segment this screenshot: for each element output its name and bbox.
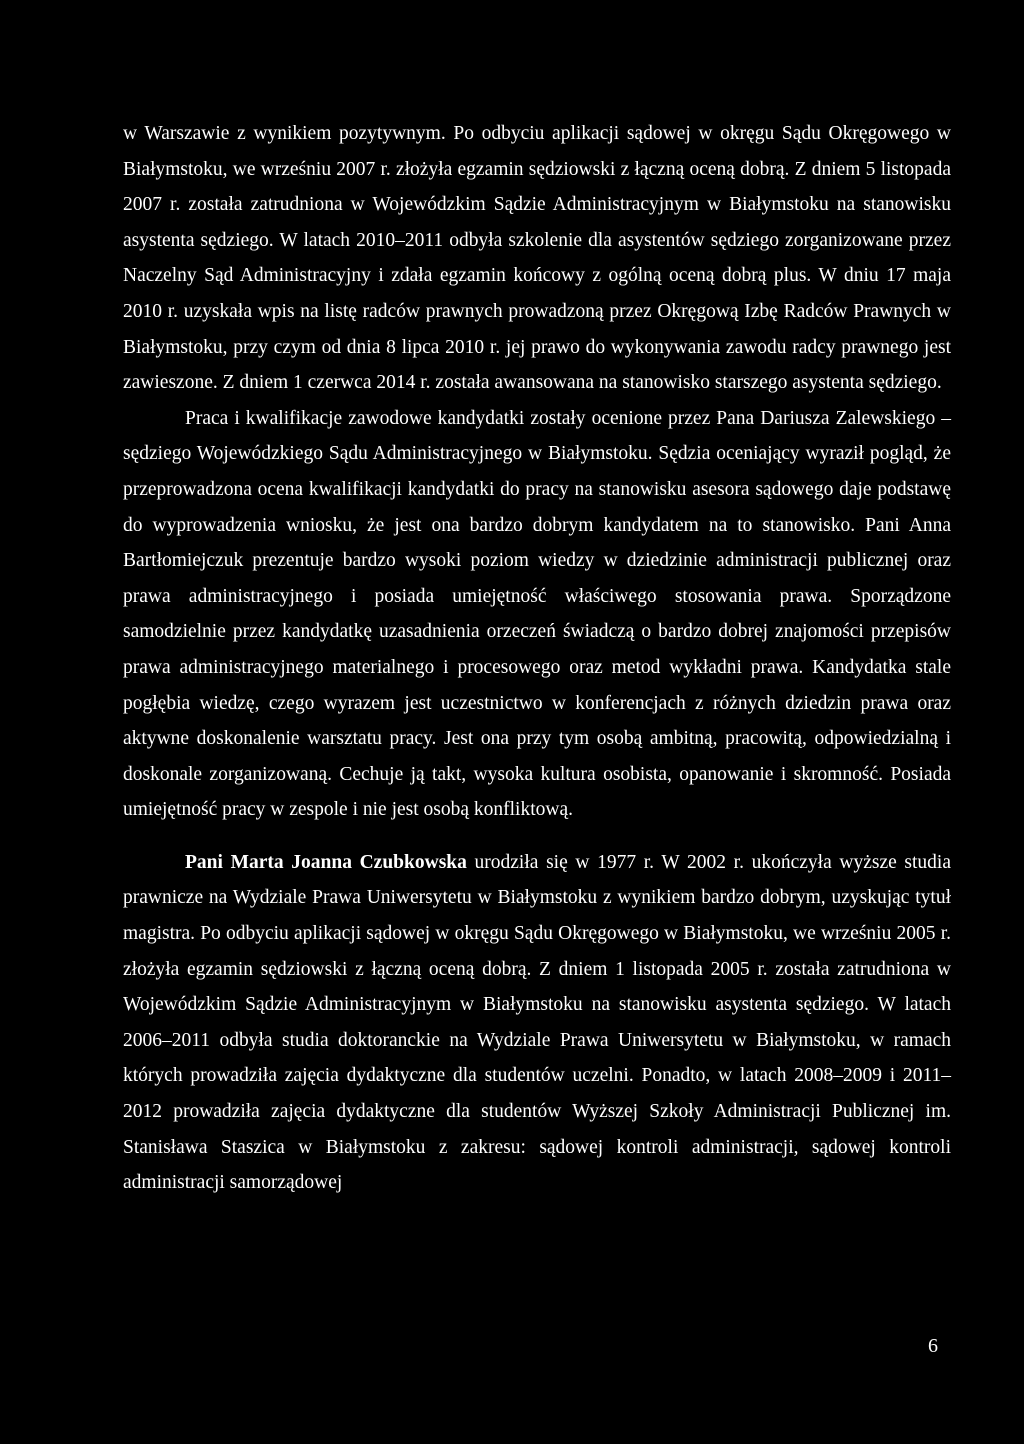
candidate-name: Pani Marta Joanna Czubkowska (185, 851, 467, 873)
page-number: 6 (928, 1335, 938, 1357)
candidate-description: urodziła się w 1977 r. W 2002 r. ukończyła wyższe studia prawnicze na Wydziale Prawa Uniwersytetu w Białymstoku z wynikiem bardzo dobrym, uzyskując tytuł magistra. Po odbyciu aplikacji sądowej w okręgu Sądu Okręgowego w Białymstoku, we wrześniu 2005 r. złożyła egzamin sędziowski z łączną oceną dobrą. Z dniem 1 listopada 2005 r. została zatrudniona w Wojewódzkim Sądzie Administracyjnym w Białymstoku na stanowisku asystenta sędziego. W latach 2006–2011 odbyła studia doktoranckie na Wydziale Prawa Uniwersytetu w Białymstoku, w ramach których prowadziła zajęcia dydaktyczne dla studentów uczelni. Ponadto, w latach 2008–2009 i 2011–2012 prowadziła zajęcia dydaktyczne dla studentów Wyższej Szkoły Administracji Publicznej im. Stanisława Staszica w Białymstoku z zakresu: sądowej kontroli administracji, sądowej kontroli administracji samorządowej (123, 851, 951, 1194)
paragraph-evaluation: Praca i kwalifikacje zawodowe kandydatki zostały ocenione przez Pana Dariusza Zalewskiego – sędziego Wojewódzkiego Sądu Administracyjnego w Białymstoku. Sędzia oceniający wyraził pogląd, że przeprowadzona ocena kwalifikacji kandydatki do pracy na stanowisku asesora sądowego daje podstawę do wyprowadzenia wniosku, że jest ona bardzo dobrym kandydatem na to stanowisko. Pani Anna Bartłomiejczuk prezentuje bardzo wysoki poziom wiedzy w dziedzinie administracji publicznej oraz prawa administracyjnego i posiada umiejętność właściwego stosowania prawa. Sporządzone samodzielnie przez kandydatkę uzasadnienia orzeczeń świadczą o bardzo dobrej znajomości przepisów prawa administracyjnego materialnego i procesowego oraz metod wykładni prawa. Kandydatka stale pogłębia wiedzę, czego wyrazem jest uczestnictwo w konferencjach z różnych dziedzin prawa oraz aktywne doskonalenie warsztatu pracy. Jest ona przy tym osobą ambitną, pracowitą, odpowiedzialną i doskonale zorganizowaną. Cechuje ją takt, wysoka kultura osobista, opanowanie i skromność. Posiada umiejętność pracy w zespole i nie jest osobą konfliktową. (123, 407, 951, 821)
document-page (123, 116, 951, 1201)
paragraph-candidate (123, 845, 951, 1201)
paragraph-continuation: w Warszawie z wynikiem pozytywnym. Po odbyciu aplikacji sądowej w okręgu Sądu Okręgowego w Białymstoku, we wrześniu 2007 r. złożyła egzamin sędziowski z łączną oceną dobrą. Z dniem 5 listopada 2007 r. została zatrudniona w Wojewódzkim Sądzie Administracyjnym w Białymstoku na stanowisku asystenta sędziego. W latach 2010–2011 odbyła szkolenie dla asystentów sędziego zorganizowane przez Naczelny Sąd Administracyjny i zdała egzamin końcowy z ogólną oceną dobrą plus. W dniu 17 maja 2010 r. uzyskała wpis na listę radców prawnych prowadzoną przez Okręgową Izbę Radców Prawnych w Białymstoku, przy czym od dnia 8 lipca 2010 r. jej prawo do wykonywania zawodu radcy prawnego jest zawieszone. Z dniem 1 czerwca 2014 r. została awansowana na stanowisko starszego asystenta sędziego. (123, 123, 951, 394)
